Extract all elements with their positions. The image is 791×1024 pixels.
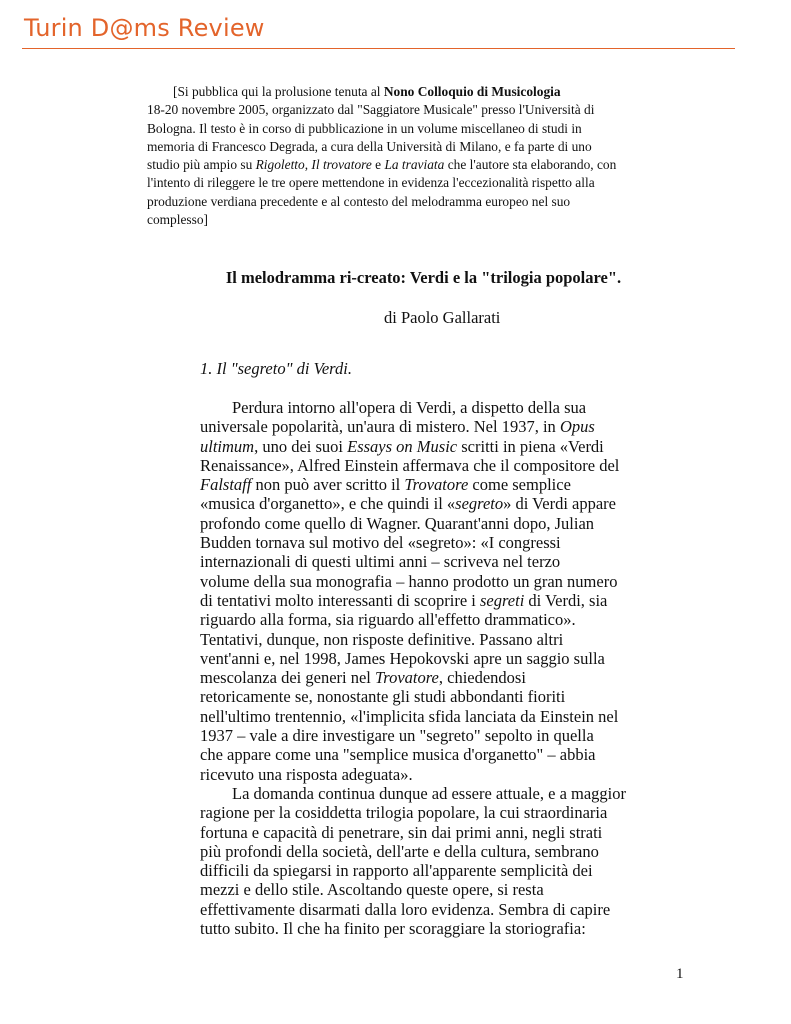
text-line: ragione per la cosiddetta trilogia popolare, la cui straordinaria [200, 803, 608, 823]
text-line: mezzi e dello stile. Ascoltando queste opere, si resta [200, 880, 544, 900]
text-line: Budden tornava sul motivo del «segreto»: «I congressi [200, 533, 561, 553]
note-line: produzione verdiana precedente e al contesto del melodramma europeo nel suo [147, 193, 571, 209]
note-line: [Si pubblica qui la prolusione tenuta al Nono Colloquio di Musicologia [173, 84, 561, 99]
text-line: Falstaff non può aver scritto il Trovatore come semplice [200, 475, 571, 495]
note-line: 18-20 novembre 2005, organizzato dal "Saggiatore Musicale" presso l'Università di [147, 102, 595, 118]
note-line: studio più ampio su Rigoletto, Il trovatore e La traviata che l'autore sta elaborando, con [147, 157, 617, 173]
article-author: di Paolo Gallarati [384, 308, 501, 327]
note-line: l'intento di rileggere le tre opere mettendone in evidenza l'eccezionalità rispetto alla [147, 175, 595, 191]
note-line: memoria di Francesco Degrada, a cura della Università di Milano, e fa parte di uno [147, 138, 592, 154]
text-line: Tentativi, dunque, non risposte definitive. Passano altri [200, 629, 564, 649]
page-number: 1 [676, 966, 684, 982]
text-line: La domanda continua dunque ad essere attuale, e a maggior [232, 783, 627, 803]
text-line: mescolanza dei generi nel Trovatore, chiedendosi [200, 668, 526, 688]
text-line: più profondi della società, dell'arte e della cultura, sembrano [200, 841, 599, 861]
text-line: fortuna e capacità di penetrare, sin dai primi anni, negli strati [200, 822, 603, 842]
body-text [200, 398, 650, 938]
text-line: tutto subito. Il che ha finito per scoraggiare la storiografia: [200, 919, 586, 939]
text-line: riguardo alla forma, sia riguardo all'effetto drammatico». [200, 610, 576, 630]
paragraph [200, 398, 650, 784]
note-line: complesso] [147, 212, 208, 228]
section-heading: 1. Il "segreto" di Verdi. [200, 359, 352, 378]
text-line: retoricamente se, nonostante gli studi abbondanti fioriti [200, 687, 566, 707]
journal-title: Turin D@ms Review [24, 14, 265, 42]
text-line: che appare come una "semplice musica d'organetto" – abbia [200, 745, 596, 765]
text-line: universale popolarità, un'aura di mistero. Nel 1937, in Opus [200, 417, 595, 437]
note-line: Bologna. Il testo è in corso di pubblicazione in un volume miscellaneo di studi in [147, 120, 582, 136]
text-line: difficili da spiegarsi in rapporto all'apparente semplicità dei [200, 861, 593, 881]
text-line: ricevuto una risposta adeguata». [200, 764, 413, 784]
header-rule [22, 48, 735, 49]
text-line: di tentativi molto interessanti di scoprire i segreti di Verdi, sia [200, 590, 608, 610]
editorial-note [147, 83, 672, 229]
text-line: 1937 – vale a dire investigare un "segreto" sepolto in quella [200, 726, 594, 746]
text-line: effettivamente disarmati dalla loro evidenza. Sembra di capire [200, 899, 611, 919]
text-line: Renaissance», Alfred Einstein affermava che il compositore del [200, 455, 620, 475]
text-line: internazionali di questi ultimi anni – scriveva nel terzo [200, 552, 561, 572]
text-line: «musica d'organetto», e che quindi il «segreto» di Verdi appare [200, 494, 616, 514]
paragraph [200, 784, 650, 938]
article-title: Il melodramma ri-creato: Verdi e la "trilogia popolare". [225, 268, 622, 287]
text-line: nell'ultimo trentennio, «l'implicita sfida lanciata da Einstein nel [200, 706, 619, 726]
text-line: vent'anni e, nel 1998, James Hepokovski apre un saggio sulla [200, 648, 605, 668]
text-line: ultimum, uno dei suoi Essays on Music scritti in piena «Verdi [200, 436, 604, 456]
text-line: Perdura intorno all'opera di Verdi, a dispetto della sua [232, 398, 587, 417]
text-line: volume della sua monografia – hanno prodotto un gran numero [200, 571, 618, 591]
text-line: profondo come quello di Wagner. Quarant'anni dopo, Julian [200, 513, 595, 533]
